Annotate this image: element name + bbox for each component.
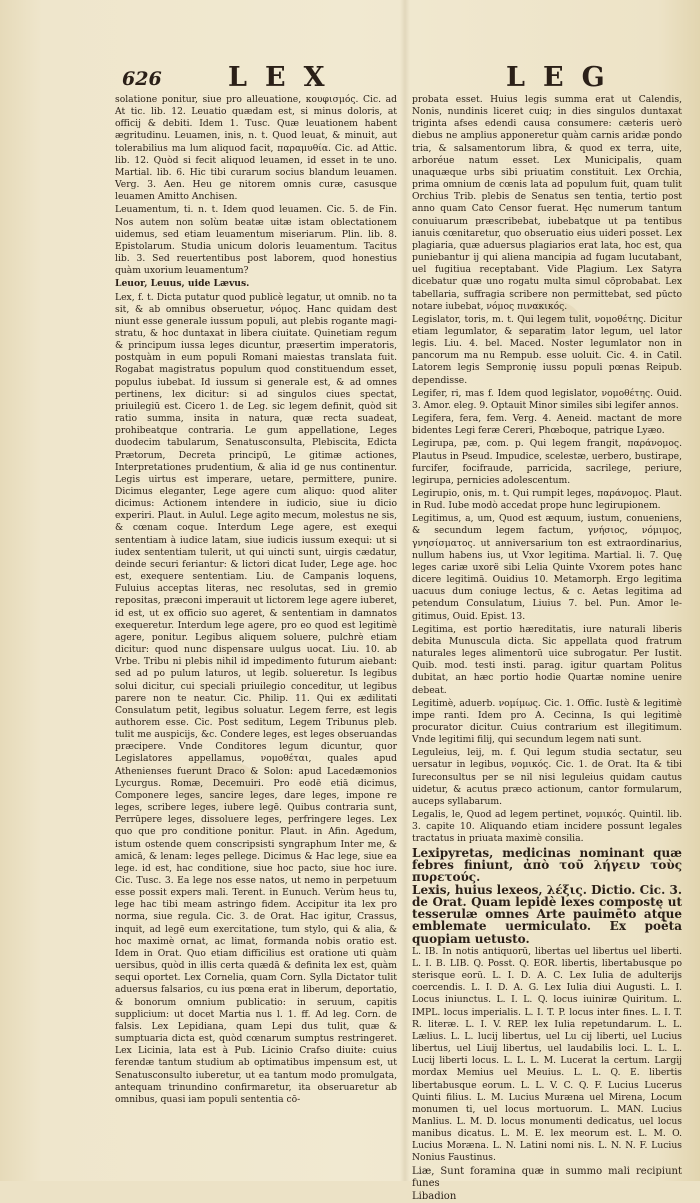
dictionary-entry: L. IB. In notis antiquorū, libertas uel libertus uel liberti. L. I. B. LIB. Q. Posst. Q. EOR. libertis, libertabusque po sterisque eorū. L. I. D. A. C. Lex Iulia de adulterijs coercendis. L. I. D. A. G. Lex Iulia diui Augusti. L. I. Locus iniunctus. L. I. L. Q. locus iuiniræ Quiritum. L. IMPL. locus imperialis. L. I. T. P. locus inter fines. L. I. T. R. literæ. L. I. V. REP. lex Iulia repetundarum. L. L. Lælius. L. L. lucij libertus, uel Lu cij liberti, uel Lucius libertus, uel Liuij libertus, uel laudabilis loci. L. L. L. Lucij liberti locus. L. L. L. M. Lucerat la certum. Largij mordax Memius uel Meuius. L. L. Q. E. libertis libertabusque eorum. L. L. V. C. Q. F. Lucius Lucerus Quinti filius. L. M. Lucius Muræna uel Mirena, Locum monumen ti, uel locus mortuorum. L. MAN. Lucius Manlius. L. M. D. locus monumenti dedicatus, uel locus manibus dicatus. L. M. E. lex meorum est. L. M. O. Lucius Moræna. L. N. Latini nomi nis. L. N. N. F. Lucius Nonius Faustinus. [412, 945, 682, 1164]
dictionary-entry: Legitimè, aduerb. νομίμως. Cic. 1. Offic. Iustè & legitimè impe ranti. Idem pro A. Cecinna, Is qui legitimè procurator dicitur. Cuius contrarium est illegitimum. Vnde legitimi filij, qui secundum legem nati sunt. [412, 697, 682, 746]
dictionary-entry: Lex, f. t. Dicta putatur quod publicè legatur, ut omnib. no ta sit, & ab omnibus obseruetur, νόμος. Hanc quidam dest niunt esse generale iussum populi, aut plebis rogante magistratu, & hoc duntaxat in libera ciuitate. Quinetiam regum & principum iussa leges dicuntur, præsertim imperatoris, postquàm in eum populi Romani maiestas translata fuit. Rogabat magistratus populum quod constituendum esset, populus iubebat. Id iussum si generale est, & ad omnes pertinens, lex dicitur: si ad singulos ciues spectat, priuilegiū est. Cicero 1. de Leg. sic legem definit, quòd sit ratio summa, insita in natura, quæ recta suadeat, prohibeatque contraria. Le gum appellatione, Leges duodecim tabularum, Senatusconsulta, Plebiscita, Edicta Prætorum, Decreta principū, Le gitimæ actiones, Interpretationes prudentium, & alia id ge nus continentur. Legis uirtus est imperare, uetare, permittere, punire. Dicimus eleganter, Lege agere cum aliquo: quod aliter dicimus: Actionem intendere in iudicio, siue iu dicio experiri. Plaut. in Aulul. Lege agito mecum, molestus ne sis, & cœnam coque. Interdum Lege agere, est exequi sententiam à iudice latam, siue iudicis iussum exequi: ut si iudex sententiam tulerit, ut qui uincti sunt, uirgis cædatur, deinde securi feriantur: & lictori dicat Iuder, Lege age. hoc est, exequere sententiam. Liu. de Campanis loquens, Fuluius acceptas literas, nec resolutas, sed in gremio repositas, præconi imperauit ut lictorem lege agere iuberet, id est, ut ex officio suo ageret, & sententiam in damnatos exequeretur. Interdum lege agere, pro eo quod est legitimè agere, ponitur. Legibus aliquem soluere, pulchrè etiam dicitur: quod nunc dispensare uulgus uocat. Liu. 10. ab Vrbe. Tribu ni plebis nihil id impedimento futurum aiebant: sed ad po pulum laturos, ut legib. solueretur. Is legibus solui dicitur, cui speciali priuilegio conceditur, ut legibus parere non te neatur. Cic. Philip. 11. Qui ex ædilitati Consulatum petit, legibus soluatur. Legem ferre, est legis authorem esse. Cic. Post seditum, Legem Tribunus pleb. tulit me auspicijs, &c. Condere leges, est leges obseruandas præcipere. Vnde Conditores legum dicuntur, quor Legislatores appellamus, νομοθέται, quales apud Athenienses fuerunt Draco & Solon: apud Lacedæmonios Lycurgus. Romæ, Decemuiri. Pro eodē etiā dicimus, Componere leges, sancire leges, dare leges, impone re leges, scribere leges, iubere legē. Quibus contraria sunt, Perrūpere leges, dissoluere leges, perfringere leges. Lex quo que pro conditione ponitur. Plaut. in Afin. Agedum, istum ostende quem conscripsisti syngraphum Inter me, & amicā, & lenam: leges pellege. Dicimus & Hac lege, siue ea lege. id est, hac conditione, siue hoc pacto, siue hoc iure. Cic. Tusc. 3. Ea lege nos esse natos, ut nemo in perpetuum esse possit expers mali. Terent. in Eunuch. Verùm heus tu, lege hac tibi meam astringo fidem. Accipitur ita lex pro norma, siue regula. Cic. 3. de Orat. Hac igitur, Crassus, inquit, ad legē eum exercitatione, tum stylo, qui & alia, & hoc maximè ornat, ac limat, formanda nobis oratio est. Idem in Orat. Quo etiam difficilius est oratione uti quàm uersibus, quòd in illis certa quædā & definita lex est, quàm sequi oportet. Lex Cornelia, quam Corn. Sylla Dictator tulit aduersus falsarios, cu ius pœna erat in liberum, deportatio, & bonorum omnium publicatio: in seruum, capitis supplicium: ut docet Martia nus l. 1. ff. Ad leg. Corn. de falsis. Lex Lepidiana, quam Lepi dus tulit, quæ & sumptuaria dicta est, quòd cœnarum sumptus restringeret. Lex Licinia, lata est à Pub. Licinio Crafso diuite: cuius ferendæ tantum studium ab optimatibus impensum est, ut Senatusconsulto iuberetur, ut ea tantum modo promulgata, antequam trinundino confirmaretur, ita obseruaretur ab omnibus, quasi iam populi sententia cō- [115, 291, 397, 1105]
dictionary-entry: Leuor, Leuus, uide Lævus. [115, 278, 250, 290]
dictionary-entry: Legislator, toris, m. t. Qui legem tulit, νομοθέτης. Dicitur etiam legumlator, & separatim lator legum, uel lator legis. Liu. 4. bel. Maced. Noster legumlator non in pancorum ma nu Rempub. esse uoluit. Cic. 4. in Catil. Latorem legis Sempronię iussu populi pœnas Reipub. dependisse. [412, 313, 682, 386]
dictionary-entry: Libadion [412, 1190, 457, 1202]
dictionary-entry: Legirupio, onis, m. t. Qui rumpit leges, παράνομος. Plaut. in Rud. Iube modò accedat prope hunc legirupionem. [412, 488, 682, 512]
dictionary-entry: Lexis, huius lexeos, λέξις. Dictio. Cic. 3. de Orat. Quam lepidè lexes compostę ut tesserulæ omnes Arte pauimēto atque emblemate uermiculato. Ex poēta quopiam uetusto. [412, 883, 682, 946]
right-column [412, 94, 682, 1202]
dictionary-entry: Legirupa, pæ, com. p. Qui legem frangit, παράνομος. Plautus in Pseud. Impudice, scelestæ, uerbero, bustirape, furcifer, focifraude, parricida, sacrilege, periure, legirupa, pernicies adolescentum. [412, 438, 682, 486]
dictionary-entry: Legalis, le, Quod ad legem pertinet, νομικός. Quintil. lib. 3. capite 10. Aliquando etiam incidere possunt legales tractatus in priuata maximè consilia. [412, 809, 682, 845]
left-column [115, 94, 397, 1141]
page-number: 626 [122, 68, 162, 90]
dictionary-entry: Legifer, ri, mas f. Idem quod legislator, νομοθέτης. Ouid. 3. Amor. eleg. 9. Optauit Minor similes sibi legifer annos. [412, 387, 682, 411]
dictionary-entry: Legifera, fera, fem. Verg. 4. Aeneid. mactant de more bidentes Legi feræ Cereri, Phœboque, patrique Lyæo. [412, 413, 682, 437]
dictionary-entry: Liæ, Sunt foramina quæ in summo mali recipiunt funes [412, 1165, 682, 1189]
dictionary-entry: Legitima, est portio hæreditatis, iure naturali liberis debita Munuscula dicta. Sic appellata quod fratrum naturales leges alimentorū uice subrogatur. Per Iustit. Quib. mod. testi insti. parag. igitur quartam Politus dubitat, an hæc portio hodie Quartæ nomine uenire debeat. [412, 623, 682, 696]
running-head-left: LEX [228, 62, 343, 93]
dictionary-entry: Leuamentum, ti. n. t. Idem quod leuamen. Cic. 5. de Fin. Nos autem non solùm beatæ uitæ istam oblectationem uidemus, sed etiam leuamentum miseriarum. Plin. lib. 8. Epistolarum. Studia unicum doloris leuamentum. Tacitus lib. 3. Sed reuertentibus post laborem, quod honestius quàm uxorium leuamentum? [115, 204, 397, 277]
running-head-right: LEG [506, 62, 623, 93]
column-gutter [400, 0, 410, 1181]
dictionary-entry: probata esset. Huius legis summa erat ut Calendis, Nonis, nundinis liceret cuiq; in dies singulos duntaxat triginta afses edendi causa consumere: cæteris uerò diebus ne amplius apponeretur quàm carnis aridæ pondo tria, & salsamentorum libra, & quod ex terra, uite, arboréue natum esset. Lex Municipalis, quam unaquæque urbs sibi priuatim constituit. Lex Orchia, prima omnium de cœnis lata ad populum fuit, quam tulit Orchius Trib. plebis de Senatus sen tentia, tertio post anno quam Cato Censor fuerat. Hęc numerum tantum conuiuarum præscribebat, iubebatque ut pa tentibus ianuis cœnitaretur, quo obseruatio eius uideri posset. Lex plagiaria, quæ aduersus plagiarios erat lata, hoc est, qua puniebantur ij qui aliena mancipia ad fugam lucutabant, uel fugitiua receptabant. Vide Plagium. Lex Satyra dicebatur quæ uno rogatu multa simul cōprobabat. Lex tabellaria, suffragia scribere non permittebat, sed pūcto notare iubebat, νόμος πινακικός. [412, 94, 682, 312]
dictionary-entry: Leguleius, leij, m. f. Qui legum studia sectatur, seu uersatur in legibus, νομικός. Cic. 1. de Orat. Ita & tibi Iureconsultus per se nil nisi leguleius quidam cautus uidetur, & acutus præco actionum, cantor formularum, auceps syllabarum. [412, 747, 682, 807]
dictionary-entry: Legitimus, a, um, Quod est æquum, iustum, conueniens, & secundum legem factum, γνήσιος, νόμιμος, γνησίσματος. ut anniversarium ton est extraordinarius, nullum habens ius, ut Vxor legitima. Martial. li. 7. Quę leges cariæ uxorë sibi Lelia Quinte Vxorem potes hanc dicere legitimā. Ouidius 10. Metamorph. Ergo legitima uacuus dum coniuge lectus, & c. Aetas legitima ad petendum Consulatum, Liuius 7. bel. Pun. Amor legitimus, Ouid. Epist. 13. [412, 513, 682, 622]
dictionary-entry: Lexipyretas, medicinas nominant quæ febres finiunt, ἀπὸ τοῦ λήγειν τοὺς πυρετούς. [412, 845, 682, 884]
dictionary-entry: solatione ponitur, siue pro alleuatione, κουφισμός. Cic. ad At tic. lib. 12. Leuatio quædam est, si minus doloris, at officij & debiti. Idem 1. Tusc. Quæ leuationem habent ægritudinu. Leuamen, inis, n. t. Quod leuat, & minuit, aut tolerabilius ma lum aliquod facit, παραμυθία. Cic. ad Attic. lib. 12. Quòd si fecit aliquod leuamen, id esset in te uno. Martial. lib. 6. Hic tibi curarum socius blandum leuamen. Verg. 3. Aen. Heu ge nitorem omnis curæ, casusque leuamen Amitto Anchisen. [115, 94, 397, 203]
